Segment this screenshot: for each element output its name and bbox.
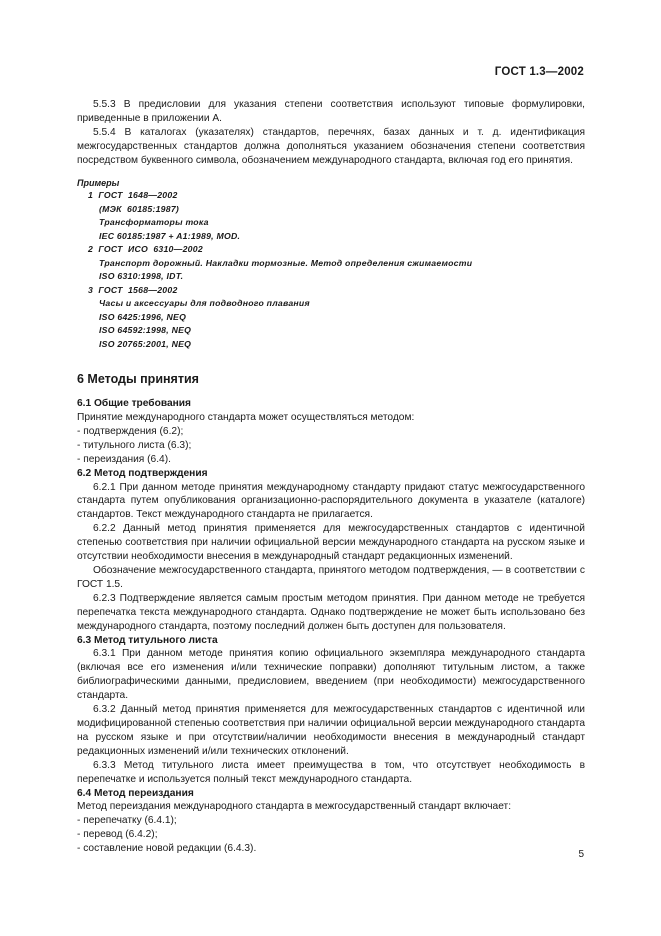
- example-line: ISO 6310:1998, IDT.: [99, 271, 184, 282]
- list-item: - перепечатку (6.4.1);: [77, 815, 177, 827]
- paragraph-6-3-3: 6.3.3 Метод титульного листа имеет преимущества в том, что отсутствует необходимость в перепечатке и используется полный текст международного стандарта.: [77, 759, 585, 785]
- example-line: Трансформаторы тока: [99, 217, 209, 228]
- example-line: (МЭК 60185:1987): [99, 203, 180, 214]
- page-body: [77, 98, 585, 856]
- example-line: ISO 20765:2001, NEQ: [99, 338, 192, 349]
- section-6-4-intro: Метод переиздания международного стандарта в межгосударственный стандарт включает:: [77, 801, 512, 813]
- section-6-2-heading: 6.2 Метод подтверждения: [77, 467, 208, 479]
- list-item: - составление новой редакции (6.4.3).: [77, 843, 257, 855]
- paragraph-5-5-3: 5.5.3 В предисловии для указания степени соответствия используют типовые формулировки, приведенные в приложении А.: [77, 99, 585, 124]
- section-6-heading: 6 Методы принятия: [77, 372, 199, 387]
- example-line: 3 ГОСТ 1568—2002: [88, 284, 178, 295]
- paragraph-6-2-2: 6.2.2 Данный метод принятия применяется для межгосударственных стандартов с идентичной степенью соответствия при наличии официальной версии международного стандарта на русском языке и отсутствии необходимости внесения в международный стандарт редакционных изменений.: [77, 523, 585, 563]
- example-line: ISO 64592:1998, NEQ: [99, 325, 192, 336]
- list-item: - перевод (6.4.2);: [77, 829, 158, 841]
- document-code: ГОСТ 1.3—2002: [494, 66, 584, 78]
- page-number: 5: [578, 849, 584, 860]
- list-item: - переиздания (6.4).: [77, 453, 171, 465]
- example-line: Часы и аксессуары для подводного плавания: [99, 298, 310, 309]
- section-6-3-heading: 6.3 Метод титульного листа: [77, 634, 218, 646]
- list-item: - титульного листа (6.3);: [77, 439, 192, 451]
- section-6-4-heading: 6.4 Метод переиздания: [77, 787, 194, 799]
- paragraph-6-3-2: 6.3.2 Данный метод принятия применяется для межгосударственных стандартов с идентичной или модифицированной степенью соответствия при наличии официальной версии международного стандарта на русском языке и при отсутствии/наличии необходимости внесения в международный стандарт редакционных изменений и/или технических отклонений.: [77, 704, 585, 757]
- list-item: - подтверждения (6.2);: [77, 425, 184, 437]
- section-6-1-intro: Принятие международного стандарта может осуществляться методом:: [77, 412, 415, 424]
- paragraph-6-2-3: 6.2.3 Подтверждение является самым простым методом принятия. При данном методе не требуется перепечатка текста международного стандарта. Однако подтверждение не может быть использовано без международного стандарта, поэтому последний должен быть доступен для пользователя.: [77, 592, 585, 632]
- section-6-1-heading: 6.1 Общие требования: [77, 398, 191, 410]
- example-line: IEC 60185:1987 + A1:1989, MOD.: [99, 230, 241, 241]
- example-line: ISO 6425:1996, NEQ: [99, 311, 187, 322]
- example-line: 2 ГОСТ ИСО 6310—2002: [88, 244, 203, 255]
- examples-title: Примеры: [77, 177, 120, 188]
- example-line: 1 ГОСТ 1648—2002: [88, 190, 178, 201]
- paragraph-6-3-1: 6.3.1 При данном методе принятия копию официального экземпляра международного стандарта (включая все его изменения и/или технические поправки) дополняют титульным листом, а также библиографическими данными, предисловием, введением (при необходимости) межгосударственного стандарта.: [77, 648, 585, 702]
- example-line: Транспорт дорожный. Накладки тормозные. Метод определения сжимаемости: [99, 257, 473, 268]
- paragraph-6-2-1: 6.2.1 При данном методе принятия международному стандарту придают статус межгосударственного стандарта путем опубликования организационно-распорядительного документа в указателе (каталоге) стандартов. Текст международного стандарта не прилагается.: [77, 481, 585, 521]
- paragraph-5-5-4: 5.5.4 В каталогах (указателях) стандартов, перечнях, базах данных и т. д. идентификация межгосударственных стандартов должна дополняться указанием обозначения степени соответствия посредством буквенного символа, обозначением международного стандарта, включая год его принятия.: [77, 126, 585, 166]
- paragraph-6-2-designation: Обозначение межгосударственного стандарта, принятого методом подтверждения, — в соответствии с ГОСТ 1.5.: [77, 565, 585, 590]
